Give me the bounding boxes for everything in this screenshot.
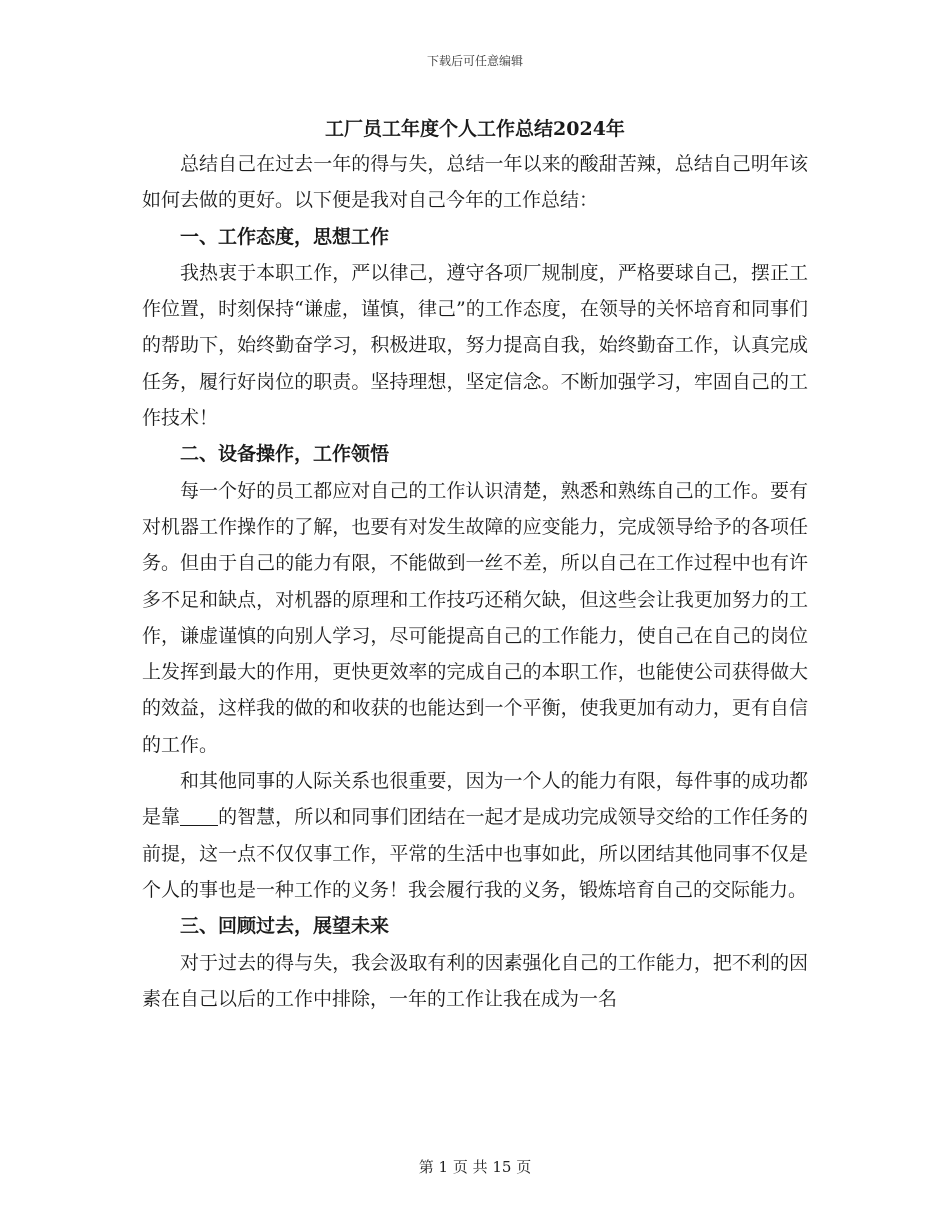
paragraph-2: 每一个好的员工都应对自己的工作认识清楚，熟悉和熟练自己的工作。要有对机器工作操作的了解，也要有对发生故障的应变能力，完成领导给予的各项任务。但由于自己的能力有限，不能做到一丝不差，所以自己在工作过程中也有许多不足和缺点，对机器的原理和工作技巧还稍欠缺，但这些会让我更加努力的工作，谦虚谨慎的向别人学习，尽可能提高自己的工作能力，使自己在自己的岗位上发挥到最大的作用，更快更效率的完成自己的本职工作，也能使公司获得做大的效益，这样我的做的和收获的也能达到一个平衡，使我更加有动力，更有自信的工作。 [142, 479, 808, 756]
paragraph-4: 对于过去的得与失，我会汲取有利的因素强化自己的工作能力，把不利的因素在自己以后的工作中排除，一年的工作让我在成为一名 [142, 951, 808, 1010]
page-footer: 第 1 页 共 15 页 [418, 1158, 532, 1176]
section-heading-2: 二、设备操作，工作领悟 [180, 443, 390, 466]
header-note: 下载后可任意编辑 [426, 54, 523, 68]
section-heading-1: 一、工作态度，思想工作 [180, 225, 390, 248]
document-body [142, 146, 808, 1017]
section-heading-3: 三、回顾过去，展望未来 [180, 915, 390, 938]
paragraph-3-part-a: 和其他同事的人际关系也很重要，因为一个人的能力有限，每件事的成功都是靠 [142, 770, 808, 829]
paragraph-3-part-b: 的智慧，所以和同事们团结在一起才是成功完成领导交给的工作任务的前提，这一点不仅仅事工作，平常的生活中也事如此，所以团结其他同事不仅是个人的事也是一种工作的义务！我会履行我的义务，锻炼培育自己的交际能力。 [142, 806, 808, 901]
intro-paragraph: 总结自己在过去一年的得与失，总结一年以来的酸甜苦辣，总结自己明年该如何去做的更好。以下便是我对自己今年的工作总结： [142, 153, 808, 212]
fill-blank-line [180, 806, 218, 826]
paragraph-3 [142, 763, 808, 908]
paragraph-1: 我热衷于本职工作，严以律己，遵守各项厂规制度，严格要球自己，摆正工作位置，时刻保持“谦虚，谨慎，律己”的工作态度，在领导的关怀培育和同事们的帮助下，始终勤奋学习，积极进取，努力提高自我，始终勤奋工作，认真完成任务，履行好岗位的职责。坚持理想，坚定信念。不断加强学习，牢固自己的工作技术！ [142, 261, 808, 430]
document-title: 工厂员工年度个人工作总结2024年 [325, 118, 625, 140]
